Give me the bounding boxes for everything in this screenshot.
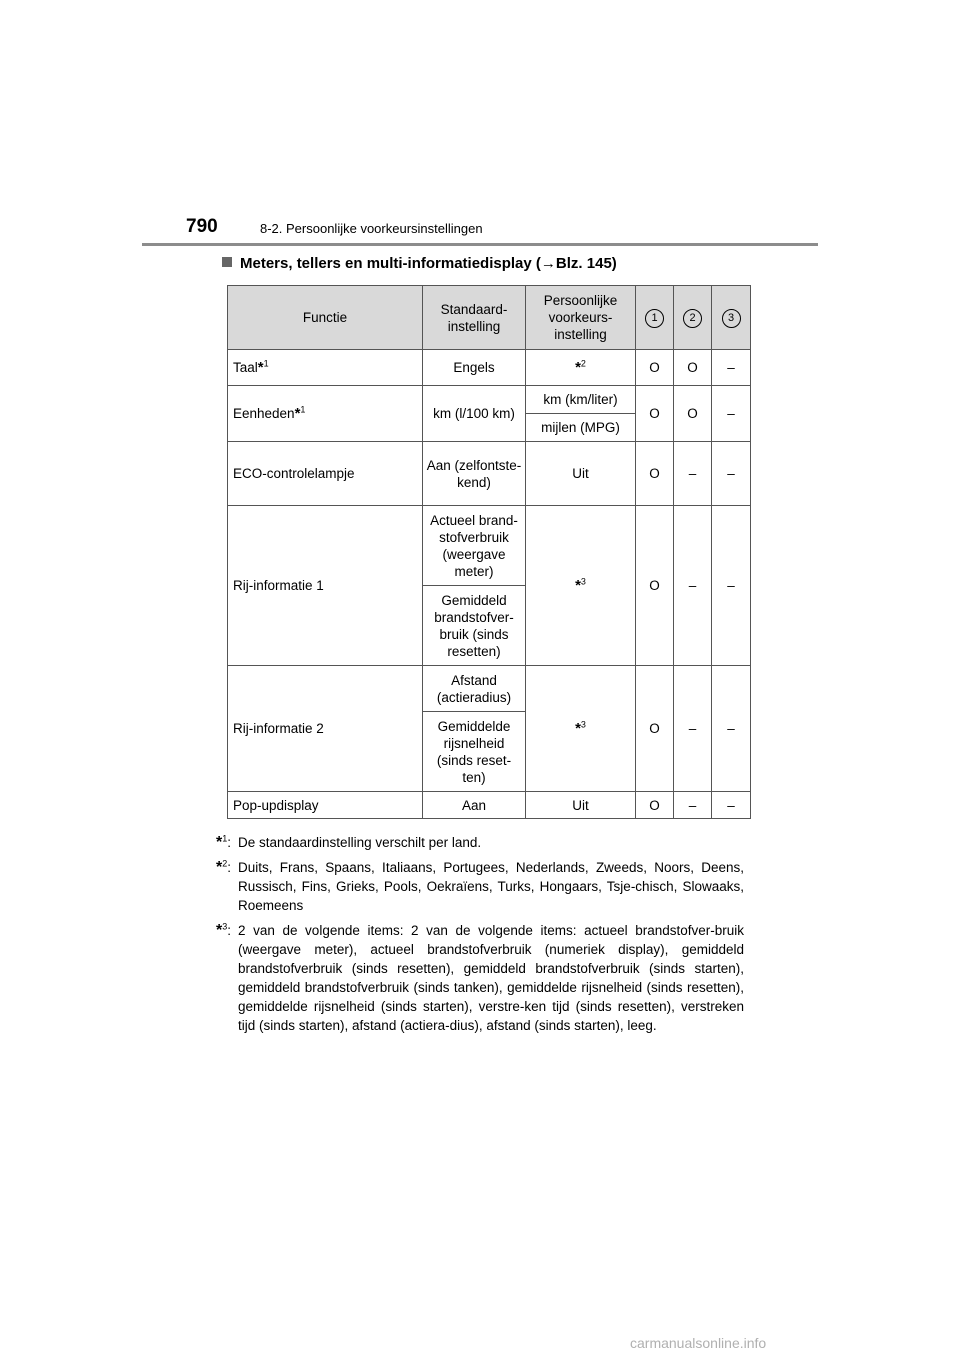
footnote-number: 2: [222, 858, 228, 869]
circled-number-2: 2: [683, 309, 702, 328]
header-rule: [142, 243, 818, 246]
row-function: Rij-informatie 2: [228, 666, 423, 792]
asterisk-icon: *: [216, 834, 223, 851]
row-function: ECO-controlelampje: [228, 442, 423, 506]
row-c3: –: [712, 506, 751, 666]
footnote-3: [216, 921, 744, 1035]
header-function: Functie: [228, 286, 423, 350]
square-bullet-icon: [222, 257, 232, 267]
row-c2: –: [674, 792, 712, 819]
section-title: Meters, tellers en multi-informatiedisplay (: [240, 255, 541, 272]
chapter-title: 8-2. Persoonlijke voorkeursinstellingen: [260, 221, 483, 236]
asterisk-icon: *: [216, 859, 223, 876]
footnote-mark: *$^1$:: [216, 833, 232, 851]
row-c1: O: [636, 792, 674, 819]
row-c2: O: [674, 386, 712, 442]
row-default: Engels: [423, 350, 526, 386]
row-c1: O: [636, 350, 674, 386]
footnote-text: 2 van de volgende items: 2 van de volgende items: actueel brandstofver-bruik (weergave meter), actueel brandstofverbruik (numeriek display), gemiddeld brandstofverbruik (sinds resetten), gemiddeld brandstofverbruik (sinds starten), gemiddeld brandstofverbruik (sinds tanken), gemiddelde rijsnelheid (sinds resetten), gemiddelde rijsnelheid (sinds starten), verstre-ken tijd (sinds resetten), verstreken tijd (sinds starten), afstand (actiera-dius), afstand (sinds starten), leeg.: [238, 923, 744, 1033]
arrow-right-icon: →: [540, 255, 556, 272]
asterisk-icon: *: [294, 405, 301, 422]
footnote-mark: *$^2$:: [216, 858, 232, 876]
section-page-ref[interactable]: Blz. 145): [555, 255, 617, 272]
row-custom: [526, 666, 636, 792]
footnote-2: [216, 858, 744, 915]
row-c2: O: [674, 350, 712, 386]
watermark: carmanualsonline.info: [630, 1335, 767, 1351]
table-row: [228, 350, 751, 386]
row-c3: –: [712, 442, 751, 506]
row-custom: km (km/liter): [526, 386, 636, 414]
header-col-1: [636, 286, 674, 350]
page-number: 790: [186, 216, 218, 237]
row-c3: –: [712, 792, 751, 819]
row-default: km (l/100 km): [423, 386, 526, 442]
table-row: [228, 792, 751, 819]
row-function: [228, 350, 423, 386]
footnote-1: [216, 833, 744, 852]
table-row: [228, 442, 751, 506]
row-c2: –: [674, 506, 712, 666]
row-c1: O: [636, 386, 674, 442]
footnote-ref: 1: [263, 358, 269, 369]
row-c1: O: [636, 506, 674, 666]
row-default: Aan (zelfontste-kend): [423, 442, 526, 506]
row-c1: O: [636, 442, 674, 506]
section-heading: [222, 255, 617, 272]
footnote-ref: 3: [580, 576, 586, 587]
row-function: Rij-informatie 1: [228, 506, 423, 666]
row-c3: –: [712, 350, 751, 386]
row-default: Gemiddelde rijsnelheid (sinds reset-ten): [423, 712, 526, 792]
table-row: [228, 386, 751, 414]
footnote-ref: 2: [580, 358, 586, 369]
footnotes: [216, 833, 744, 1041]
footnote-ref: 1: [300, 404, 306, 415]
row-custom: Uit: [526, 442, 636, 506]
row-default: Gemiddeld brandstofver-bruik (sinds resetten): [423, 586, 526, 666]
row-default: Afstand (actieradius): [423, 666, 526, 712]
table-row: [228, 506, 751, 586]
row-c2: –: [674, 442, 712, 506]
row-function: Pop-updisplay: [228, 792, 423, 819]
row-custom: [526, 350, 636, 386]
header-col-3: [712, 286, 751, 350]
circled-number-3: 3: [722, 309, 741, 328]
row-c1: O: [636, 666, 674, 792]
asterisk-icon: *: [575, 359, 581, 376]
footnote-number: 1: [222, 833, 228, 844]
row-default: Aan: [423, 792, 526, 819]
footnote-text: Duits, Frans, Spaans, Italiaans, Portugees, Nederlands, Zweeds, Noors, Deens, Russisch, Fins, Grieks, Pools, Oekraïens, Turks, Hongaars, Tsje-chisch, Slowaaks, Roemeens: [238, 860, 744, 913]
table-header-row: [228, 286, 751, 350]
circled-number-1: 1: [645, 309, 664, 328]
asterisk-icon: *: [575, 720, 581, 737]
function-name: Taal: [233, 360, 258, 375]
row-c3: –: [712, 666, 751, 792]
row-c2: –: [674, 666, 712, 792]
row-custom: [526, 506, 636, 666]
header-col-2: [674, 286, 712, 350]
header-default: Standaard-instelling: [423, 286, 526, 350]
header-custom: Persoonlijke voorkeurs-instelling: [526, 286, 636, 350]
footnote-text: De standaardinstelling verschilt per land.: [238, 835, 482, 850]
row-c3: –: [712, 386, 751, 442]
table-row: [228, 666, 751, 712]
row-function: [228, 386, 423, 442]
row-custom: Uit: [526, 792, 636, 819]
row-default: Actueel brand-stofverbruik (weergave meter): [423, 506, 526, 586]
footnote-mark: *$^3$:: [216, 921, 232, 939]
function-name: Eenheden: [233, 406, 295, 421]
row-custom: mijlen (MPG): [526, 414, 636, 442]
settings-table: [227, 285, 751, 819]
footnote-number: 3: [222, 921, 228, 932]
asterisk-icon: *: [575, 577, 581, 594]
footnote-ref: 3: [580, 719, 586, 730]
asterisk-icon: *: [216, 922, 223, 939]
asterisk-icon: *: [257, 359, 264, 376]
